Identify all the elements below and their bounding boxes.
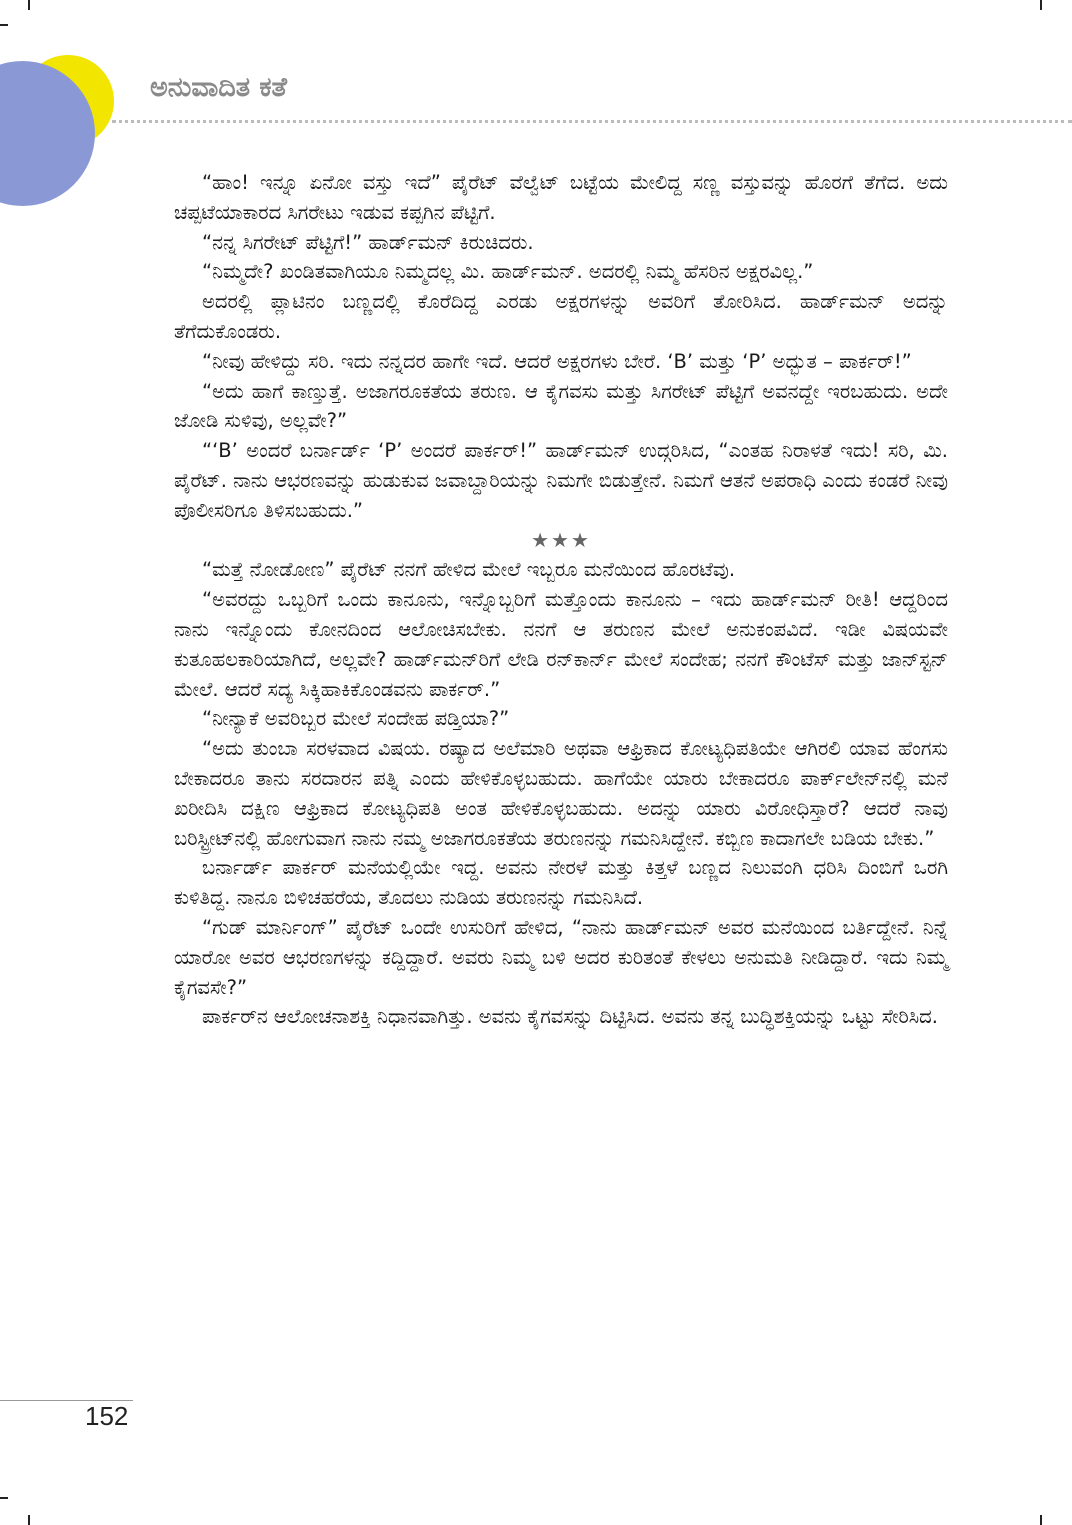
paragraph: “ಗುಡ್ ಮಾರ್ನಿಂಗ್” ಪೈರೆಟ್ ಒಂದೇ ಉಸುರಿಗೆ ಹೇಳಿದ, “ನಾನು ಹಾರ್ಡ್‌ಮನ್ ಅವರ ಮನೆಯಿಂದ ಬರ್ತಿದ್ದೇನೆ. ನಿನ್ನೆ ಯಾರೋ ಅವರ ಆಭರಣಗಳನ್ನು ಕದ್ದಿದ್ದಾರೆ. ಅವರು ನಿಮ್ಮ ಬಳಿ ಅದರ ಕುರಿತಂತೆ ಕೇಳಲು ಅನುಮತಿ ನೀಡಿದ್ದಾರೆ. ಇದು ನಿಮ್ಮ ಕೈಗವಸೇ?” [174,915,948,999]
paragraph: ಅದರಲ್ಲಿ ಪ್ಲಾಟಿನಂ ಬಣ್ಣದಲ್ಲಿ ಕೊರೆದಿದ್ದ ಎರಡು ಅಕ್ಷರಗಳನ್ನು ಅವರಿಗೆ ತೋರಿಸಿದ. ಹಾರ್ಡ್‌ಮನ್ ಅದನ್ನು ತೆಗೆದುಕೊಂಡರು. [174,290,948,343]
section-title: ಅನುವಾದಿತ ಕತೆ [150,72,287,103]
paragraph: “ಮತ್ತೆ ನೋಡೋಣ” ಪೈರೆಟ್ ನನಗೆ ಹೇಳಿದ ಮೇಲೆ ಇಬ್ಬರೂ ಮನೆಯಿಂದ ಹೊರಟೆವು. [202,558,736,582]
crop-mark-bottom-left-side [0,1497,8,1499]
paragraph: “ನಿಮ್ಮದೇ? ಖಂಡಿತವಾಗಿಯೂ ನಿಮ್ಮದಲ್ಲ ಮಿ. ಹಾರ್ಡ್‌ಮನ್. ಅದರಲ್ಲಿ ನಿಮ್ಮ ಹೆಸರಿನ ಅಕ್ಷರವಿಲ್ಲ.” [202,260,814,284]
crop-mark-bottom-right [1040,1515,1042,1525]
crop-mark-top-left-side [0,24,8,26]
paragraph: “ಹಾಂ! ಇನ್ನೂ ಏನೋ ವಸ್ತು ಇದೆ” ಪೈರೆಟ್ ವೆಲ್ವೆಟ್ ಬಟ್ಟೆಯ ಮೇಲಿದ್ದ ಸಣ್ಣ ವಸ್ತುವನ್ನು ಹೊರಗೆ ತೆಗೆದ. ಅದು ಚಪ್ಪಟೆಯಾಕಾರದ ಸಿಗರೇಟು ಇಡುವ ಕಪ್ಪಗಿನ ಪೆಟ್ಟಿಗೆ. [174,171,948,224]
paragraph: ಬರ್ನಾರ್ಡ್ ಪಾರ್ಕರ್ ಮನೆಯಲ್ಲಿಯೇ ಇದ್ದ. ಅವನು ನೇರಳೆ ಮತ್ತು ಕಿತ್ತಳೆ ಬಣ್ಣದ ನಿಲುವಂಗಿ ಧರಿಸಿ ದಿಂಬಿಗೆ ಒರಗಿ ಕುಳಿತಿದ್ದ. ನಾನೂ ಬಿಳಿಚಹರೆಯ, ತೊದಲು ನುಡಿಯ ತರುಣನನ್ನು ಗಮನಿಸಿದೆ. [174,856,948,910]
paragraph: “ಅದು ತುಂಬಾ ಸರಳವಾದ ವಿಷಯ. ರಷ್ಯಾದ ಅಲೆಮಾರಿ ಅಥವಾ ಆಫ್ರಿಕಾದ ಕೋಟ್ಯಧಿಪತಿಯೇ ಆಗಿರಲಿ ಯಾವ ಹೆಂಗಸು ಬೇಕಾದರೂ ತಾನು ಸರದಾರನ ಪತ್ನಿ ಎಂದು ಹೇಳಿಕೊಳ್ಳಬಹುದು. ಹಾಗೆಯೇ ಯಾರು ಬೇಕಾದರೂ ಪಾರ್ಕ್‌ಲೇನ್‌ನಲ್ಲಿ ಮನೆ ಖರೀದಿಸಿ ದಕ್ಷಿಣ ಆಫ್ರಿಕಾದ ಕೋಟ್ಯಧಿಪತಿ ಅಂತ ಹೇಳಿಕೊಳ್ಳಬಹುದು. ಅದನ್ನು ಯಾರು ವಿರೋಧಿಸ್ತಾರೆ? ಆದರೆ ನಾವು ಬರಿಸ್ಟ್ರೀಟ್‌ನಲ್ಲಿ ಹೋಗುವಾಗ ನಾನು ನಮ್ಮ ಅಜಾಗರೂಕತೆಯ ತರುಣನನ್ನು ಗಮನಿಸಿದ್ದೇನೆ. ಕಬ್ಬಿಣ ಕಾದಾಗಲೇ ಬಡಿಯ ಬೇಕು.” [174,737,948,850]
story-body [174,168,948,1032]
section-break-stars: ★★★ [531,527,591,552]
paragraph: “ಅವರದ್ದು ಒಬ್ಬರಿಗೆ ಒಂದು ಕಾನೂನು, ಇನ್ನೊಬ್ಬರಿಗೆ ಮತ್ತೊಂದು ಕಾನೂನು – ಇದು ಹಾರ್ಡ್‌ಮನ್ ರೀತಿ! ಆದ್ದರಿಂದ ನಾನು ಇನ್ನೊಂದು ಕೋನದಿಂದ ಆಲೋಚಿಸಬೇಕು. ನನಗೆ ಆ ತರುಣನ ಮೇಲೆ ಅನುಕಂಪವಿದೆ. ಇಡೀ ವಿಷಯವೇ ಕುತೂಹಲಕಾರಿಯಾಗಿದೆ, ಅಲ್ಲವೇ? ಹಾರ್ಡ್‌ಮನ್‌ರಿಗೆ ಲೇಡಿ ರನ್‌ಕಾರ್ನ್ ಮೇಲೆ ಸಂದೇಹ; ನನಗೆ ಕೌಂಟೆಸ್ ಮತ್ತು ಜಾನ್‌ಸ್ಟನ್ ಮೇಲೆ. ಆದರೆ ಸದ್ಯ ಸಿಕ್ಕಿಹಾಕಿಕೊಂಡವನು ಪಾರ್ಕರ್.” [174,588,948,701]
crop-mark-top-right [1040,0,1042,10]
crop-mark-bottom-left [28,1515,30,1525]
dotted-divider [112,120,1072,123]
paragraph: “ನೀವು ಹೇಳಿದ್ದು ಸರಿ. ಇದು ನನ್ನದರ ಹಾಗೇ ಇದೆ. ಆದರೆ ಅಕ್ಷರಗಳು ಬೇರೆ. ‘B’ ಮತ್ತು ‘P’ ಅದ್ಭುತ – ಪಾರ್ಕರ್!” [202,349,912,373]
paragraph: “‘B’ ಅಂದರೆ ಬರ್ನಾರ್ಡ್ ‘P’ ಅಂದರೆ ಪಾರ್ಕರ್!” ಹಾರ್ಡ್‌ಮನ್ ಉದ್ಗರಿಸಿದ, “ಎಂತಹ ನಿರಾಳತೆ ಇದು! ಸರಿ, ಮಿ. ಪೈರೆಟ್. ನಾನು ಆಭರಣವನ್ನು ಹುಡುಕುವ ಜವಾಬ್ದಾರಿಯನ್ನು ನಿಮಗೇ ಬಿಡುತ್ತೇನೆ. ನಿಮಗೆ ಆತನೆ ಅಪರಾಧಿ ಎಂದು ಕಂಡರೆ ನೀವು ಪೊಲೀಸರಿಗೂ ತಿಳಿಸಬಹುದು.” [174,439,948,522]
page-number: 152 [85,1401,129,1431]
paragraph: “ನನ್ನ ಸಿಗರೇಟ್ ಪೆಟ್ಟಿಗೆ!” ಹಾರ್ಡ್‌ಮನ್ ಕಿರುಚಿದರು. [202,230,534,254]
paragraph: ಪಾರ್ಕರ್‌ನ ಆಲೋಚನಾಶಕ್ತಿ ನಿಧಾನವಾಗಿತ್ತು. ಅವನು ಕೈಗವಸನ್ನು ದಿಟ್ಟಿಸಿದ. ಅವನು ತನ್ನ ಬುದ್ಧಿಶಕ್ತಿಯನ್ನು ಒಟ್ಟು ಸೇರಿಸಿದ. [202,1005,938,1029]
paragraph: “ನೀನ್ಯಾಕೆ ಅವರಿಬ್ಬರ ಮೇಲೆ ಸಂದೇಹ ಪಡ್ತಿಯಾ?” [202,707,510,731]
crop-mark-top-left [28,0,30,10]
paragraph: “ಅದು ಹಾಗೆ ಕಾಣ್ತುತ್ತೆ. ಅಜಾಗರೂಕತೆಯ ತರುಣ. ಆ ಕೈಗವಸು ಮತ್ತು ಸಿಗರೇಟ್ ಪೆಟ್ಟಿಗೆ ಅವನದ್ದೇ ಇರಬಹುದು. ಅದೇ ಜೋಡಿ ಸುಳಿವು, ಅಲ್ಲವೇ?” [174,379,948,433]
decorative-circles [0,55,130,215]
